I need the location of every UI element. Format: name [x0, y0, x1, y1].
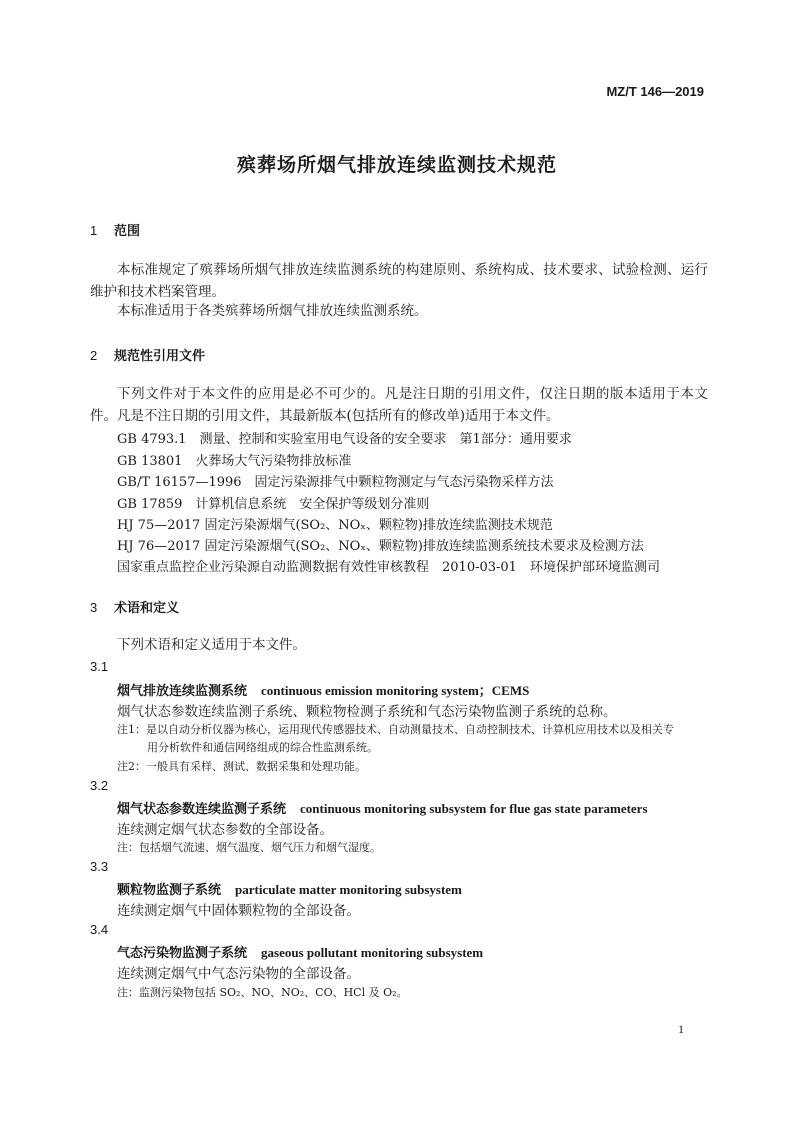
- clause-number: 3.3: [90, 859, 109, 874]
- section-2-heading: [90, 345, 205, 364]
- term-definition: 烟气状态参数连续监测子系统、颗粒物检测子系统和气态污染物监测子系统的总称。: [117, 704, 617, 720]
- term-english: gaseous pollutant monitoring subsystem: [261, 945, 484, 960]
- section-title: 规范性引用文件: [114, 349, 206, 364]
- term-definition: 连续测定烟气中固体颗粒物的全部设备。: [117, 903, 360, 919]
- references-intro: 下列文件对于本文件的应用是必不可少的。凡是注日期的引用文件，仅注日期的版本适用于本文件。凡是不注日期的引用文件，其最新版本(包括所有的修改单)适用于本文件。: [90, 386, 708, 424]
- document-title: 殡葬场所烟气排放连续监测技术规范: [236, 154, 557, 176]
- page-number: 1: [678, 1022, 684, 1036]
- reference-item: HJ 75—2017 固定污染源烟气(SO₂、NOₓ、颗粒物)排放连续监测技术规范: [117, 518, 553, 533]
- clause-number: 3.1: [90, 659, 109, 674]
- reference-item: GB 4793.1 测量、控制和实验室用电气设备的安全要求 第1部分：通用要求: [117, 432, 572, 447]
- term-chinese: 烟气排放连续监测系统: [117, 684, 248, 699]
- term-entry: [117, 680, 529, 699]
- section-1-heading: [90, 220, 140, 239]
- section-number: 3: [90, 600, 98, 615]
- scope-paragraph-1: 本标准规定了殡葬场所烟气排放连续监测系统的构建原则、系统构成、技术要求、试验检测、运行维护和技术档案管理。: [90, 262, 708, 300]
- reference-item: GB 13801 火葬场大气污染物排放标准: [117, 454, 352, 469]
- clause-number: 3.4: [90, 922, 109, 937]
- term-english: particulate matter monitoring subsystem: [235, 882, 462, 897]
- term-note: 注1：是以自动分析仪器为核心，运用现代传感器技术、自动测量技术、自动控制技术、计算机应用技术以及相关专: [117, 723, 674, 736]
- term-english: continuous emission monitoring system；CEMS: [261, 683, 530, 698]
- term-definition: 连续测定烟气状态参数的全部设备。: [117, 822, 333, 838]
- section-number: 1: [90, 223, 98, 238]
- section-title: 范围: [114, 224, 141, 239]
- reference-item: HJ 76—2017 固定污染源烟气(SO₂、NOₓ、颗粒物)排放连续监测系统技术要求及检测方法: [117, 539, 644, 554]
- clause-number: 3.2: [90, 778, 109, 793]
- term-chinese: 颗粒物监测子系统: [117, 883, 222, 898]
- section-title: 术语和定义: [114, 601, 180, 616]
- standard-number: MZ/T 146—2019: [606, 84, 704, 99]
- term-chinese: 气态污染物监测子系统: [117, 946, 248, 961]
- term-entry: [117, 942, 483, 961]
- section-number: 2: [90, 348, 98, 363]
- term-note: 注：包括烟气流速、烟气温度、烟气压力和烟气湿度。: [117, 841, 381, 854]
- term-note: 注2：一般具有采样、测试、数据采集和处理功能。: [117, 760, 366, 773]
- reference-item: GB/T 16157—1996 固定污染源排气中颗粒物测定与气态污染物采样方法: [117, 475, 554, 490]
- reference-item: GB 17859 计算机信息系统 安全保护等级划分准则: [117, 497, 430, 512]
- term-chinese: 烟气状态参数连续监测子系统: [117, 802, 287, 817]
- term-definition: 连续测定烟气中气态污染物的全部设备。: [117, 966, 360, 982]
- term-entry: [117, 879, 462, 898]
- term-note-continuation: 用分析软件和通信网络组成的综合性监测系统。: [147, 741, 378, 754]
- term-english: continuous monitoring subsystem for flue gas state parameters: [300, 801, 648, 816]
- term-note: 注：监测污染物包括 SO₂、NO、NO₂、CO、HCl 及 O₂。: [117, 986, 408, 999]
- reference-item: 国家重点监控企业污染源自动监测数据有效性审核教程 2010-03-01 环境保护部环境监测司: [117, 560, 660, 575]
- term-entry: [117, 798, 648, 817]
- scope-paragraph-2: 本标准适用于各类殡葬场所烟气排放连续监测系统。: [117, 303, 428, 319]
- section-3-heading: [90, 597, 179, 616]
- terms-intro: 下列术语和定义适用于本文件。: [117, 637, 306, 653]
